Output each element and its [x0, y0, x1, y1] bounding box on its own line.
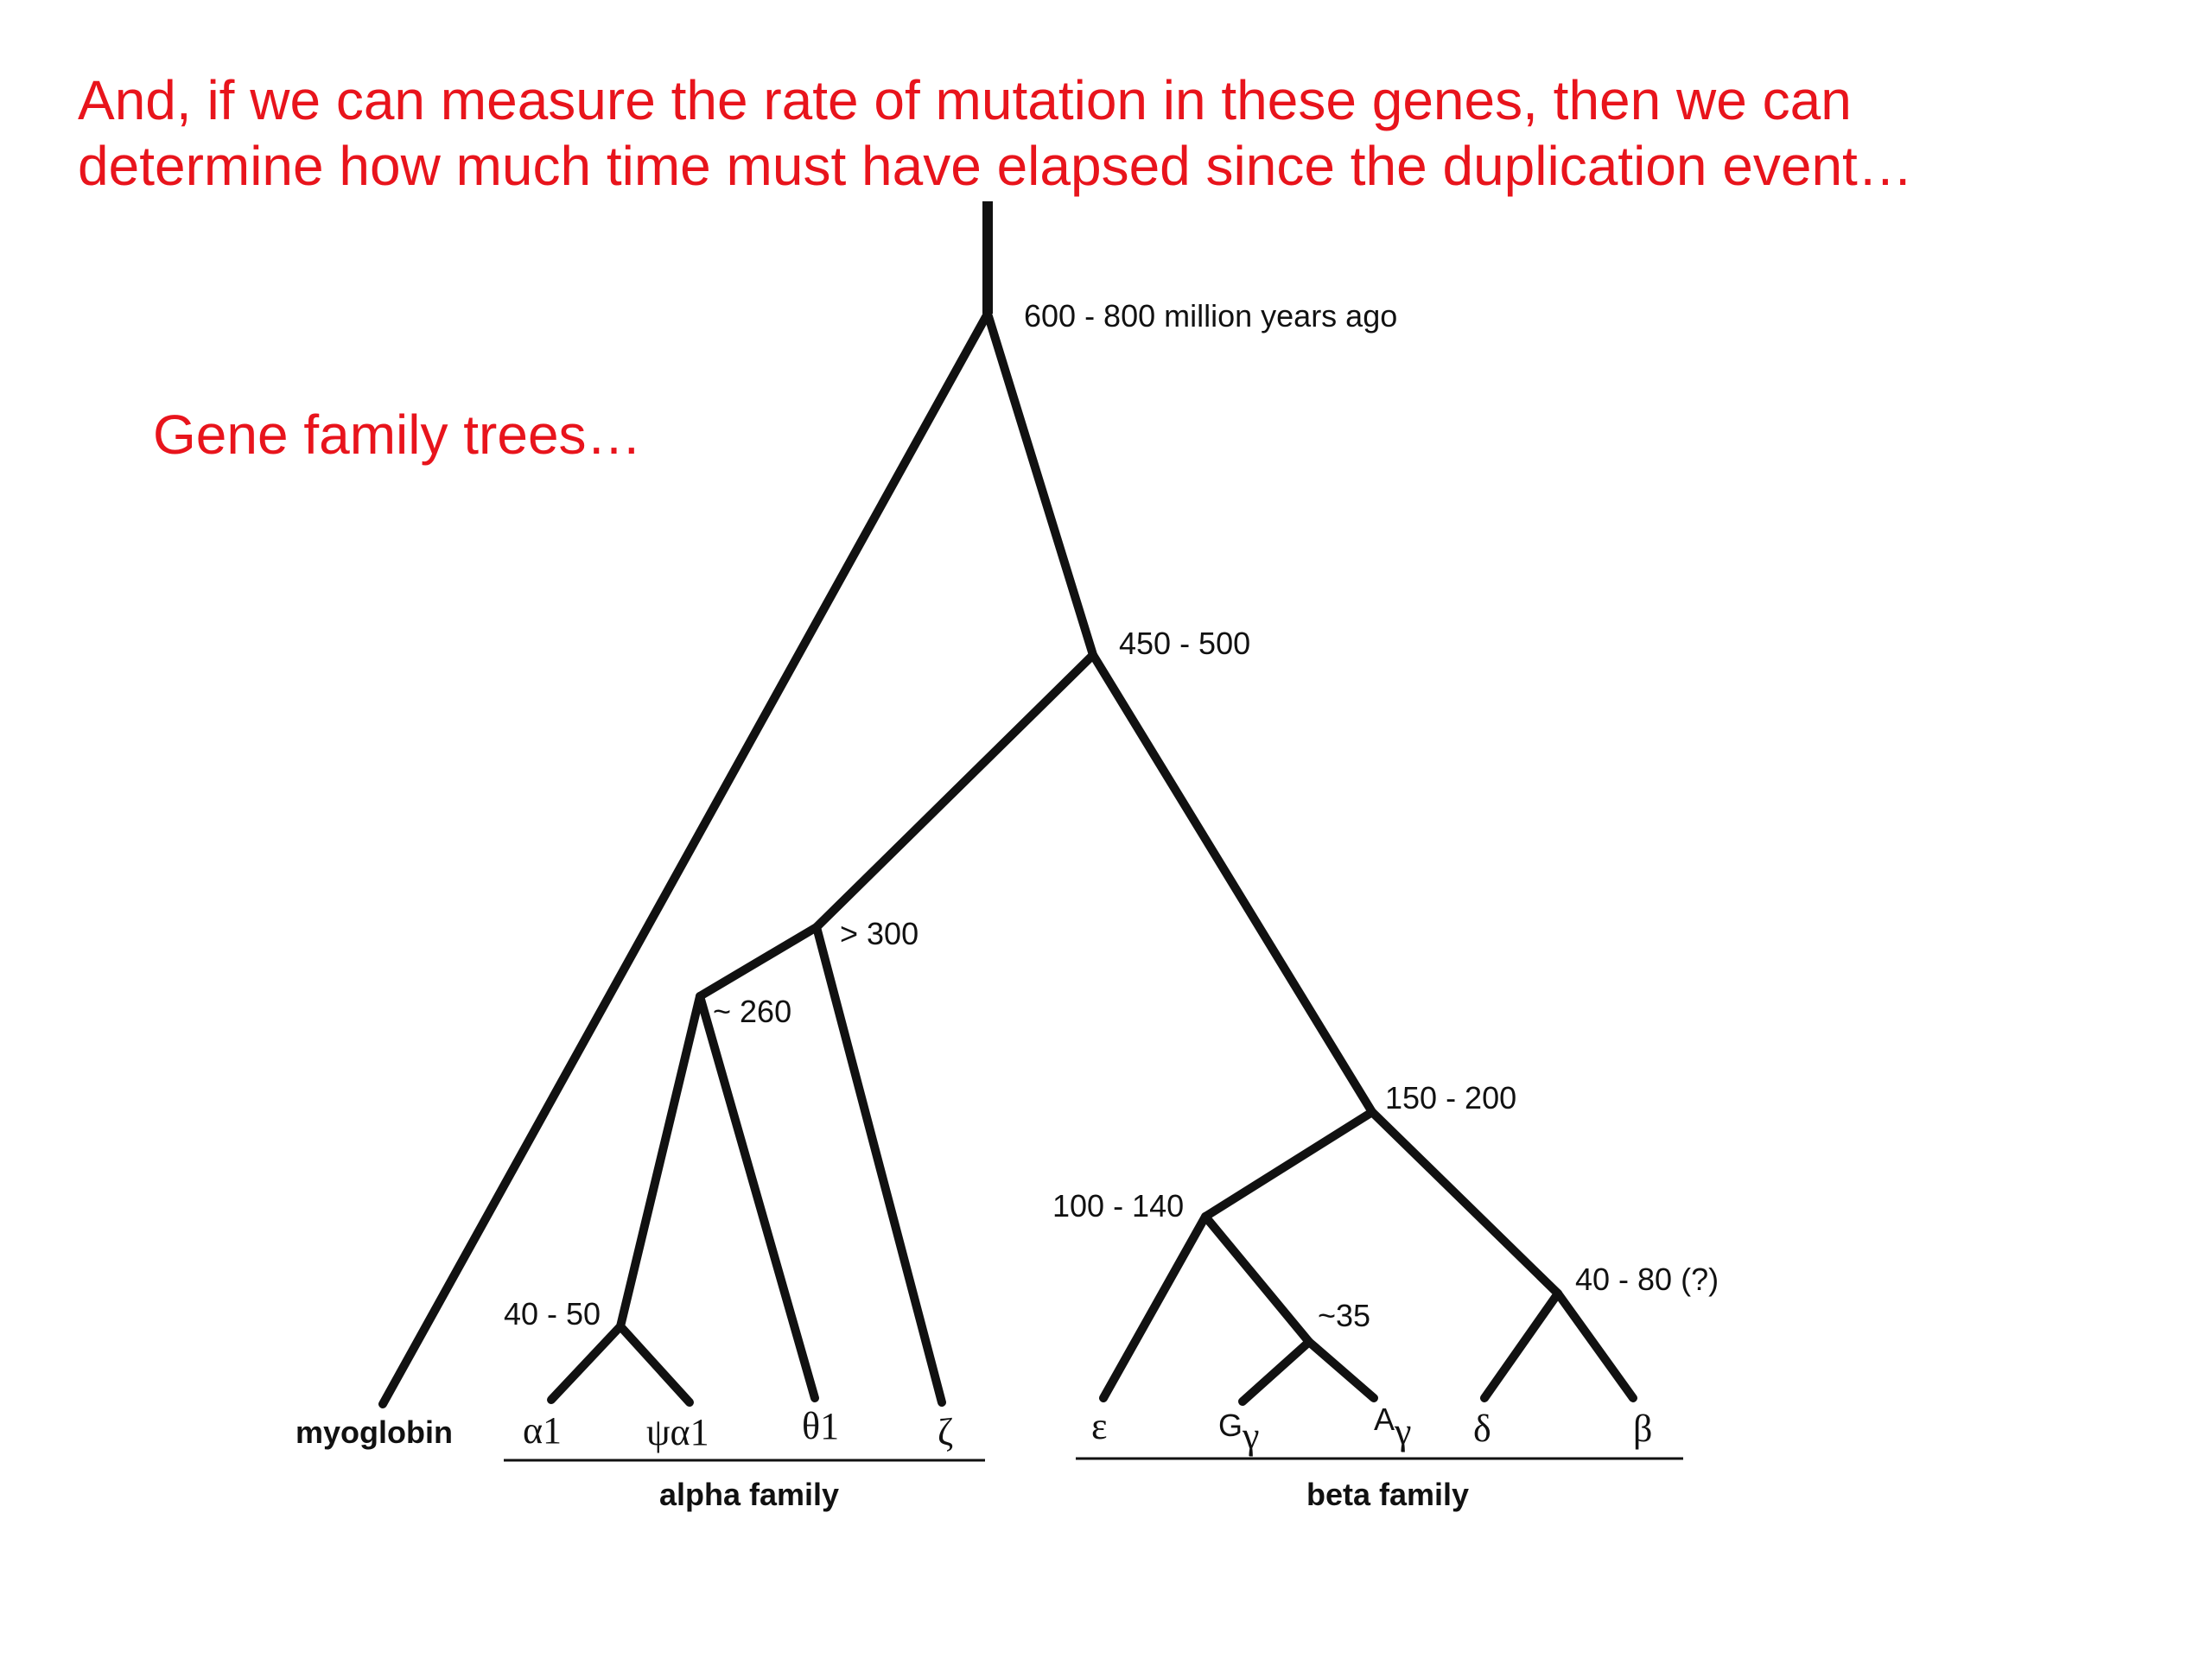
branch-root-to-450 — [988, 314, 1093, 655]
leaf-g-gamma — [1218, 1408, 1259, 1457]
branch-g-gamma — [1243, 1342, 1309, 1402]
branch-300-to-260 — [700, 927, 817, 996]
branch-theta1 — [700, 996, 815, 1398]
leaf-a-prefix: A — [1374, 1402, 1395, 1437]
node-label-100: 100 - 140 — [1052, 1188, 1185, 1224]
node-label-40-80: 40 - 80 (?) — [1575, 1262, 1719, 1297]
leaf-g-prefix: G — [1218, 1408, 1243, 1443]
subtitle: Gene family trees… — [153, 404, 642, 466]
leaf-psialpha1: ψα1 — [646, 1411, 709, 1453]
node-label-35: ~35 — [1318, 1298, 1371, 1333]
beta-family-label: beta family — [1306, 1477, 1470, 1512]
leaf-a-gamma — [1374, 1402, 1411, 1452]
branch-epsilon — [1103, 1217, 1205, 1398]
branch-a-gamma — [1309, 1342, 1374, 1398]
leaf-g-gamma-symbol: γ — [1243, 1414, 1260, 1457]
leaf-beta: β — [1633, 1408, 1653, 1450]
node-label-40-50: 40 - 50 — [504, 1296, 601, 1332]
node-label-450: 450 - 500 — [1119, 626, 1251, 661]
branch-450-to-300 — [817, 655, 1093, 927]
headline-line-1: And, if we can measure the rate of mutation in these genes, then we can — [78, 69, 1852, 131]
branch-zeta — [817, 927, 942, 1402]
leaf-alpha1: α1 — [523, 1409, 563, 1452]
branch-450-to-150 — [1093, 655, 1372, 1112]
branch-150-to-100 — [1205, 1112, 1372, 1217]
alpha-family-label: alpha family — [659, 1477, 840, 1512]
leaf-epsilon: ε — [1091, 1405, 1108, 1447]
leaf-myoglobin: myoglobin — [296, 1414, 453, 1450]
branch-150-to-40b — [1372, 1112, 1558, 1294]
node-label-260: ~ 260 — [713, 994, 792, 1029]
headline-line-2: determine how much time must have elapsed since the duplication event… — [78, 135, 1913, 197]
branch-alpha1 — [551, 1326, 620, 1400]
branch-260-to-40 — [620, 996, 700, 1326]
node-label-300: > 300 — [840, 916, 919, 951]
leaf-zeta: ζ — [938, 1411, 954, 1453]
branch-delta — [1484, 1294, 1558, 1398]
leaf-a-gamma-symbol: γ — [1395, 1410, 1412, 1452]
node-label-150: 150 - 200 — [1385, 1080, 1517, 1116]
leaf-delta: δ — [1473, 1408, 1491, 1450]
branch-100-to-35 — [1205, 1217, 1309, 1342]
branch-beta — [1558, 1294, 1633, 1398]
branch-psialpha1 — [620, 1326, 690, 1402]
node-label-root: 600 - 800 million years ago — [1024, 298, 1398, 334]
leaf-theta1: θ1 — [802, 1405, 840, 1447]
